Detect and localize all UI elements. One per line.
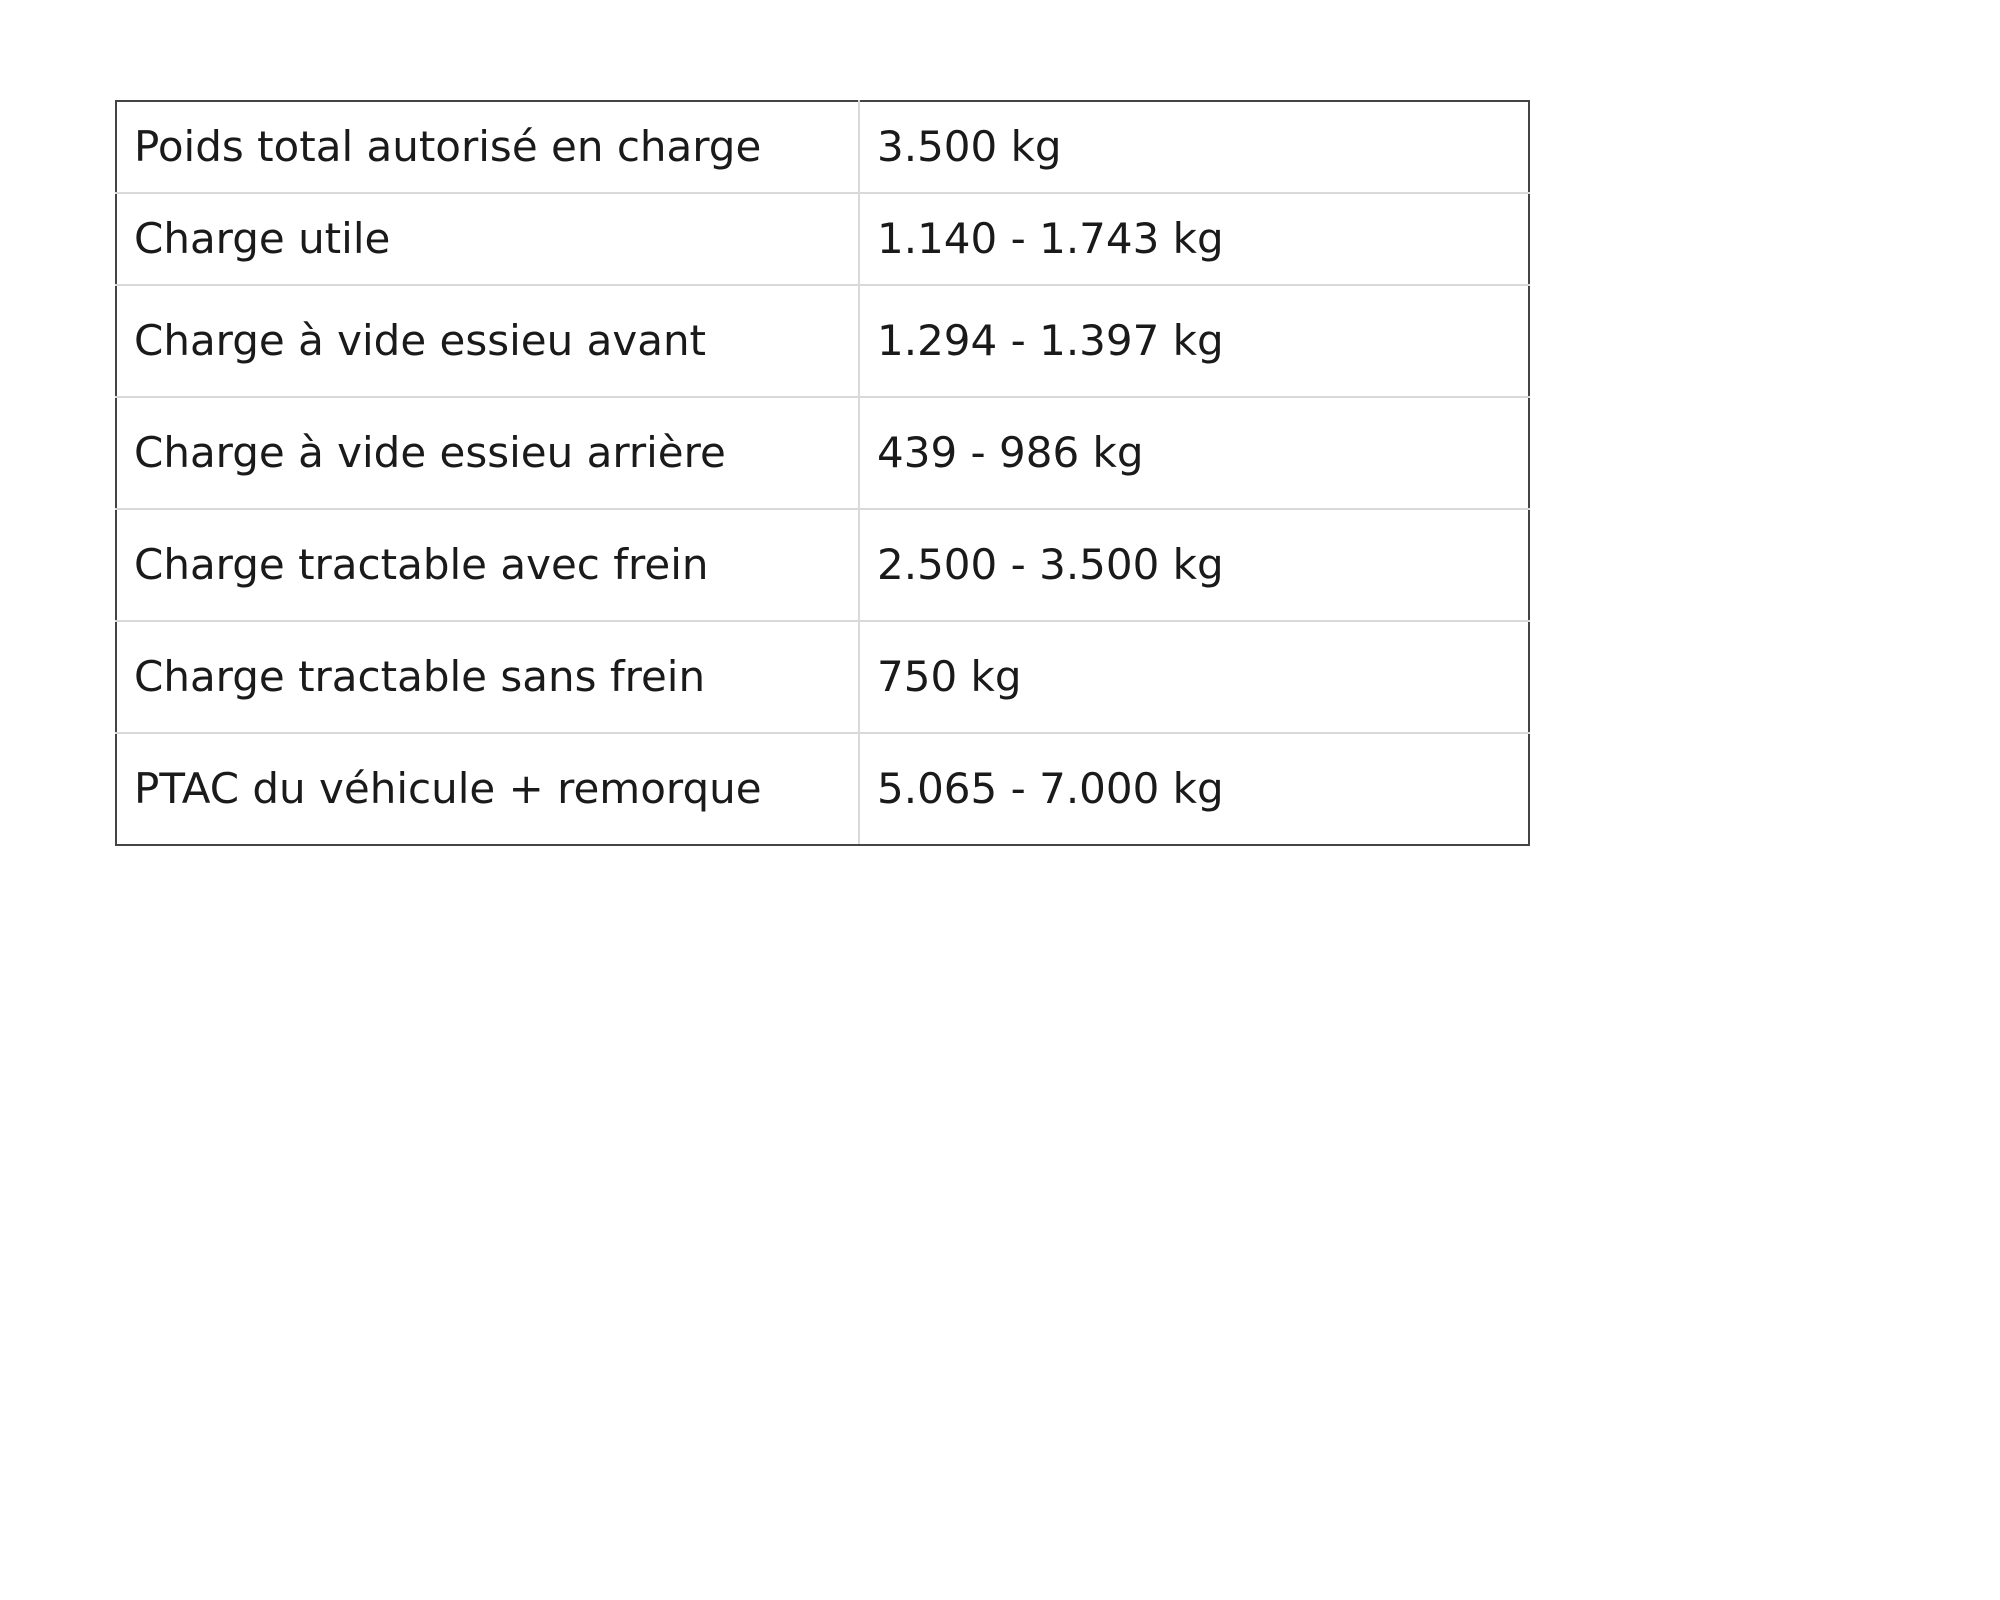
table-row [116, 509, 1529, 621]
table-row [116, 285, 1529, 397]
spec-value: 2.500 - 3.500 kg [859, 509, 1529, 621]
spec-value: 1.140 - 1.743 kg [859, 193, 1529, 285]
table-row [116, 397, 1529, 509]
spec-label: Charge utile [116, 193, 859, 285]
table-row [116, 733, 1529, 845]
spec-value: 3.500 kg [859, 101, 1529, 193]
spec-value: 5.065 - 7.000 kg [859, 733, 1529, 845]
spec-value: 439 - 986 kg [859, 397, 1529, 509]
spec-value: 1.294 - 1.397 kg [859, 285, 1529, 397]
spec-label: Charge à vide essieu avant [116, 285, 859, 397]
spec-label: Poids total autorisé en charge [116, 101, 859, 193]
table-row [116, 193, 1529, 285]
table-row [116, 101, 1529, 193]
spec-label: Charge tractable avec frein [116, 509, 859, 621]
specifications-table [115, 100, 1530, 846]
spec-label: Charge à vide essieu arrière [116, 397, 859, 509]
spec-label: PTAC du véhicule + remorque [116, 733, 859, 845]
table-row [116, 621, 1529, 733]
spec-label: Charge tractable sans frein [116, 621, 859, 733]
spec-value: 750 kg [859, 621, 1529, 733]
